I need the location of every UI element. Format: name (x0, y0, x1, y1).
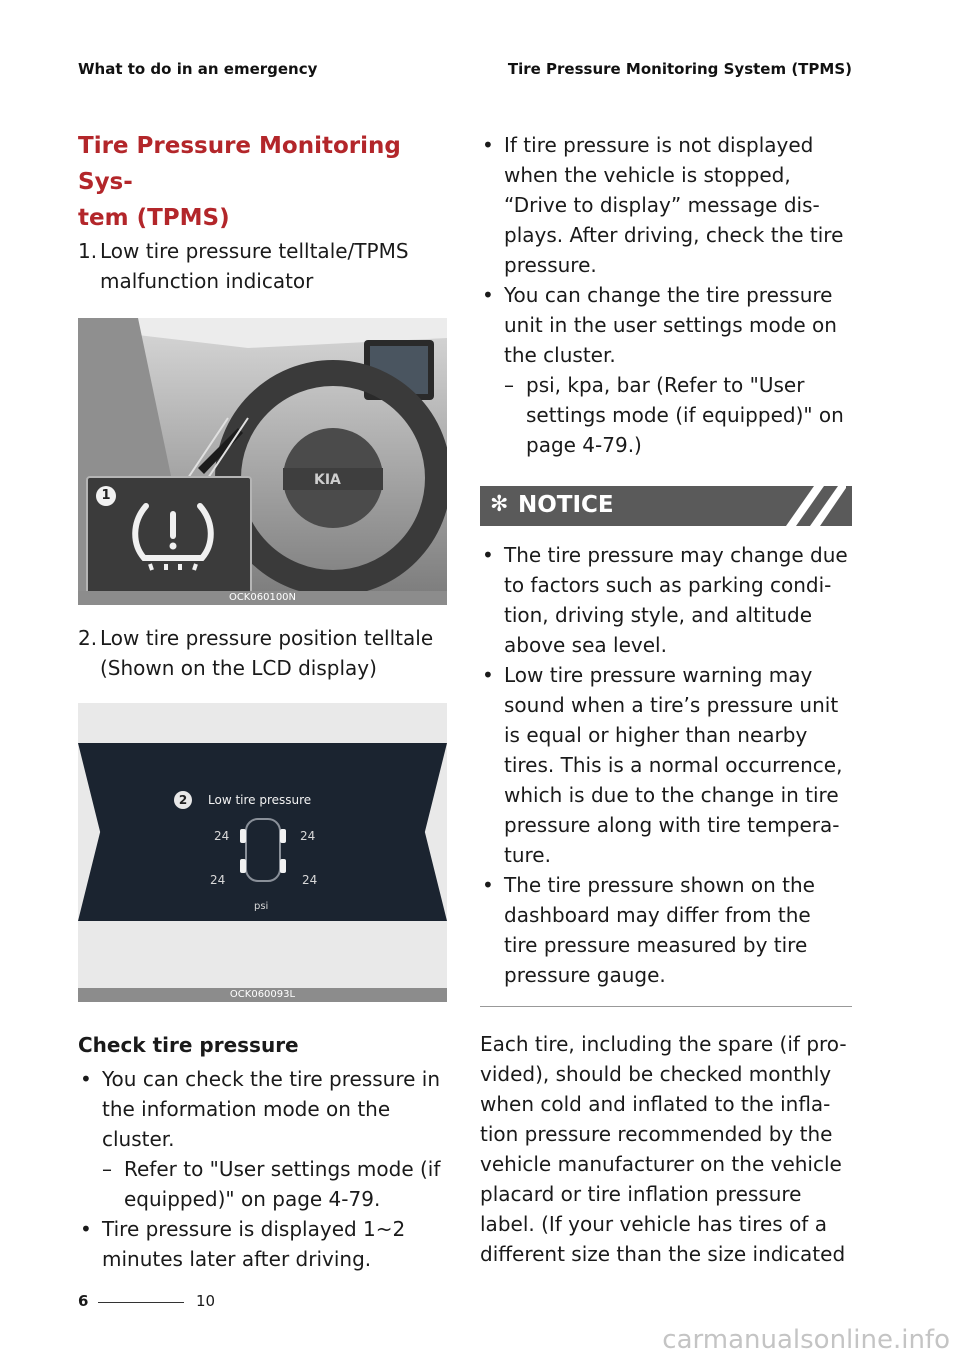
notice-bullet-list (480, 540, 852, 990)
item-line: (Shown on the LCD display) (100, 656, 377, 680)
paragraph-line: Each tire, including the spare (if pro- (480, 1032, 847, 1056)
bullet-mark: • (482, 133, 494, 157)
asterisk-icon: ✻ (490, 492, 509, 517)
item-number: 2. (78, 626, 98, 650)
pressure-unit-label: psi (254, 901, 269, 912)
bullet-mark: • (80, 1067, 92, 1091)
sub-list-item (504, 370, 852, 460)
list-item-line: when the vehicle is stopped, (504, 163, 791, 187)
list-item (480, 870, 852, 990)
tire-pressure-front-left: 24 (214, 829, 230, 843)
list-item-line: cluster. (102, 1127, 175, 1151)
list-item-line: settings mode (if equipped)" on (526, 403, 844, 427)
bullet-mark: • (80, 1217, 92, 1241)
right-column (480, 130, 852, 1269)
list-item-line: You can change the tire pressure (504, 283, 833, 307)
watermark: carmanualsonline.info (662, 1325, 950, 1355)
list-item-line: minutes later after driving. (102, 1247, 372, 1271)
list-item (480, 540, 852, 660)
list-item-line: ture. (504, 843, 551, 867)
numbered-item-1 (78, 236, 450, 296)
notice-label: NOTICE (518, 492, 614, 518)
sub-list (102, 1154, 450, 1214)
list-item-line: equipped)" on page 4-79. (124, 1187, 381, 1211)
notice-stripes-decoration (776, 486, 846, 526)
bullet-list (480, 130, 852, 460)
list-item-line: sound when a tire’s pressure unit (504, 693, 839, 717)
list-item (480, 280, 852, 460)
paragraph-line: different size than the size indicated (480, 1242, 846, 1266)
list-item-line: pressure gauge. (504, 963, 666, 987)
section-title (78, 128, 450, 236)
list-item (78, 1214, 450, 1274)
running-header-section: Tire Pressure Monitoring System (TPMS) (507, 60, 852, 78)
list-item-line: Refer to "User settings mode (if (124, 1157, 441, 1181)
list-item-line: The tire pressure shown on the (504, 873, 815, 897)
list-item-line: unit in the user settings mode on (504, 313, 837, 337)
paragraph-line: vided), should be checked monthly (480, 1062, 832, 1086)
paragraph-line: vehicle manufacturer on the vehicle (480, 1152, 842, 1176)
callout-number-badge: 1 (96, 486, 116, 506)
list-item-line: the cluster. (504, 343, 616, 367)
list-item-line: tion, driving style, and altitude (504, 603, 813, 627)
left-column (78, 128, 450, 1274)
list-item-line: tires. This is a normal occurrence, (504, 753, 843, 777)
list-item-line: You can check the tire pressure in (102, 1067, 441, 1091)
subsection-title: Check tire pressure (78, 1033, 299, 1057)
section-title-line: tem (TPMS) (78, 205, 230, 231)
dash-mark: – (102, 1157, 112, 1181)
list-item (480, 130, 852, 280)
sub-list (504, 370, 852, 460)
paragraph-line: tion pressure recommended by the (480, 1122, 833, 1146)
figure-code: OCK060093L (78, 988, 447, 1002)
sub-page-number: 10 (196, 1292, 216, 1310)
telltale-callout-box (86, 476, 252, 596)
list-item-line: above sea level. (504, 633, 667, 657)
section-title-line: Tire Pressure Monitoring Sys- (78, 133, 401, 195)
numbered-item-2 (78, 623, 450, 683)
list-item-line: the information mode on the (102, 1097, 391, 1121)
footer-rule (98, 1302, 184, 1303)
paragraph-line: placard or tire inflation pressure (480, 1182, 802, 1206)
list-item-line: dashboard may differ from the (504, 903, 811, 927)
list-item (480, 660, 852, 870)
paragraph-line: label. (If your vehicle has tires of a (480, 1212, 827, 1236)
list-item (78, 1064, 450, 1214)
item-number: 1. (78, 239, 98, 263)
item-line: Low tire pressure position telltale (100, 626, 434, 650)
chapter-page-number: 6 (78, 1292, 89, 1310)
list-item-line: pressure. (504, 253, 597, 277)
list-item-line: If tire pressure is not displayed (504, 133, 814, 157)
svg-text:KIA: KIA (314, 472, 341, 488)
list-item-line: The tire pressure may change due (504, 543, 848, 567)
list-item-line: tire pressure measured by tire (504, 933, 808, 957)
bullet-mark: • (482, 283, 494, 307)
list-item-line: is equal or higher than nearby (504, 723, 808, 747)
tire-pressure-warning-icon (128, 500, 218, 572)
figure-code: OCK060100N (78, 591, 447, 605)
car-top-view-icon (238, 815, 288, 885)
notice-end-divider (480, 1006, 852, 1007)
tire-pressure-rear-right: 24 (302, 873, 318, 887)
lcd-warning-message: Low tire pressure (208, 793, 312, 807)
bullet-mark: • (482, 873, 494, 897)
tire-pressure-rear-left: 24 (210, 873, 226, 887)
list-item-line: Low tire pressure warning may (504, 663, 813, 687)
list-item-line: pressure along with tire tempera- (504, 813, 840, 837)
figure-dashboard-telltale (78, 318, 447, 605)
list-item-line: “Drive to display” message dis- (504, 193, 820, 217)
figure-lcd-display (78, 703, 447, 1002)
list-item-line: page 4-79.) (526, 433, 642, 457)
list-item-line: plays. After driving, check the tire (504, 223, 844, 247)
running-header-chapter: What to do in an emergency (78, 60, 318, 78)
list-item-line: Tire pressure is displayed 1~2 (102, 1217, 406, 1241)
list-item-line: psi, kpa, bar (Refer to "User (526, 373, 805, 397)
sub-list-item (102, 1154, 450, 1214)
paragraph-line: when cold and inflated to the infla- (480, 1092, 831, 1116)
body-paragraph (480, 1029, 852, 1269)
tire-pressure-front-right: 24 (300, 829, 316, 843)
check-bullet-list (78, 1064, 450, 1274)
bullet-mark: • (482, 663, 494, 687)
item-line: Low tire pressure telltale/TPMS (100, 239, 409, 263)
item-line: malfunction indicator (100, 269, 314, 293)
bullet-mark: • (482, 543, 494, 567)
callout-number-badge: 2 (174, 791, 192, 809)
list-item-line: which is due to the change in tire (504, 783, 839, 807)
dash-mark: – (504, 373, 514, 397)
list-item-line: to factors such as parking condi- (504, 573, 832, 597)
notice-banner (480, 486, 852, 526)
